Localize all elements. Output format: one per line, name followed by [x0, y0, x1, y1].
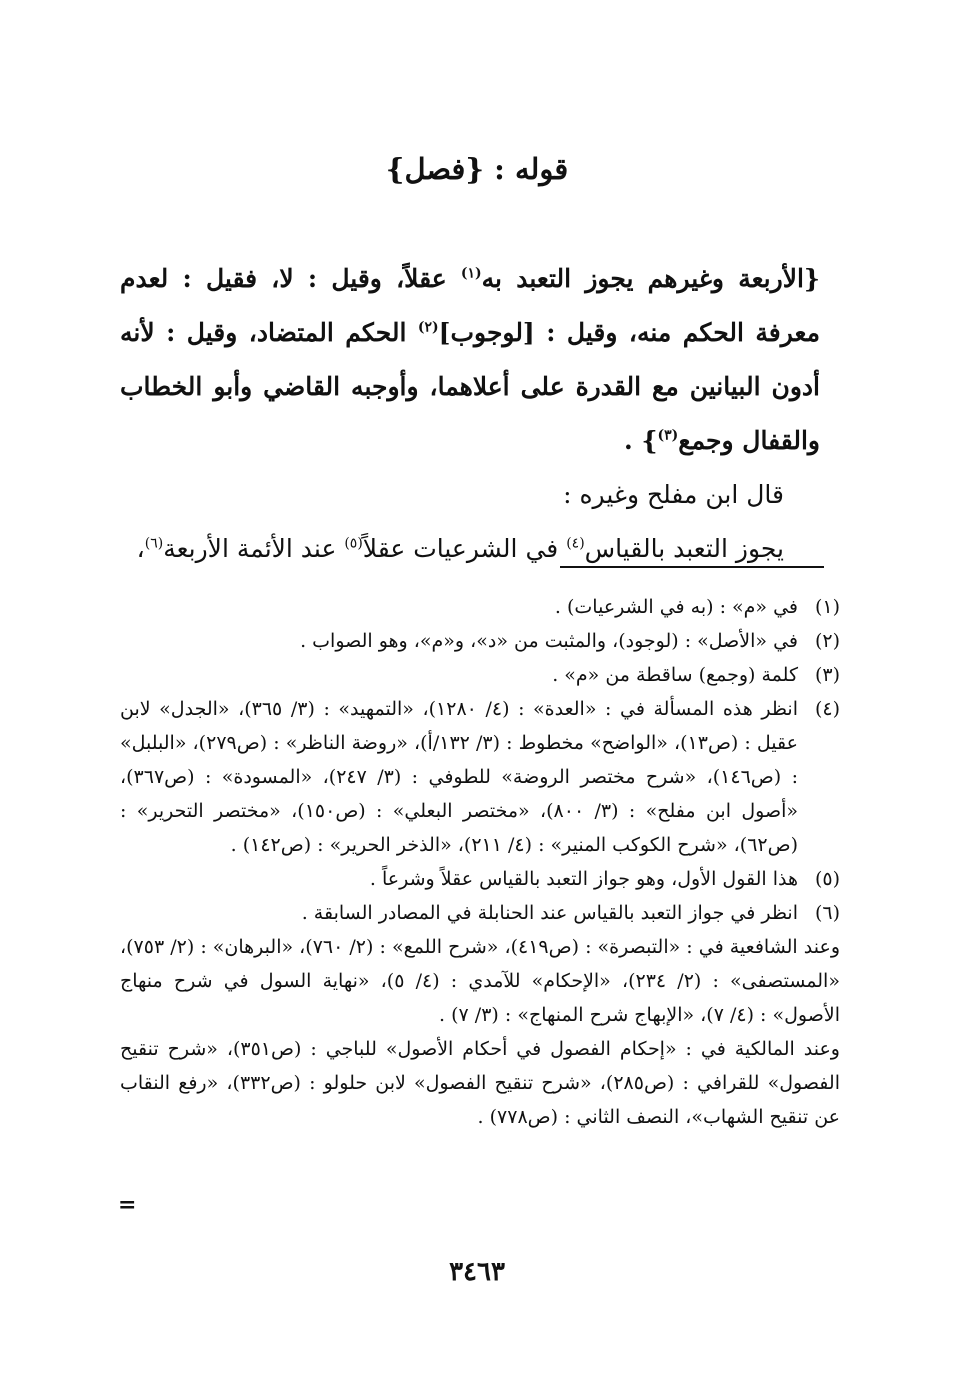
matn-text: } .: [624, 426, 658, 455]
main-text: [120, 252, 820, 576]
footnote: [120, 624, 840, 658]
matn-text: عقلاً، وقيل : لا، فقيل : لعدم معرفة الحكم منه، وقيل : [لوجوب]: [120, 264, 820, 347]
footnote-ref: (١): [460, 265, 482, 282]
commentary-text: في الشرعيات عقلاً: [362, 534, 567, 563]
footnote-text: انظر في جواز التعبد بالقياس عند الحنابلة في المصادر السابقة .: [301, 902, 798, 924]
footnote-text: وعند المالكية في : «إحكام الفصول في أحكام الأصول» للباجي : (ص٣٥١)، «شرح تنقيح الفصول» للقرافي : (ص٢٨٥)، «شرح تنقيح الفصول» لابن حلولو : (ص٣٣٢)، «رفع النقاب عن تنقيح الشهاب»، النصف الثاني : (ص٧٧٨) .: [120, 1038, 840, 1128]
footnote-ref: (٤): [566, 535, 585, 552]
footnote-number: (٤): [814, 698, 840, 720]
footnote-number: (٦): [814, 902, 840, 924]
footnote-ref: (٢): [417, 319, 439, 336]
page-number: ٣٤٦٣: [449, 1257, 505, 1287]
commentary-text: يجوز التعبد بالقياس: [584, 534, 784, 563]
footnote-number: (٣): [814, 664, 840, 686]
footnote-text: وعند الشافعية في : «التبصرة» : (ص٤١٩)، «شرح اللمع» : (٢/ ٧٦٠)، «البرهان» : (٢/ ٧٥٣)، «المستصفى» : (٢/ ٢٣٤)، «الإحكام» للآمدي : (٤/ ٥)، «نهاية السول في شرح منهاج الأصول» : (٤/ ٧)، «الإبهاج شرح المنهاج» : (٣/ ٧) .: [120, 936, 840, 1026]
footnote: [120, 692, 840, 862]
footnote-ref: (٣): [657, 427, 679, 444]
footnote-text: انظر هذه المسألة في : «العدة» : (٤/ ١٢٨٠)، «التمهيد» : (٣/ ٣٦٥)، «الجدل» لابن عقيل : (ص١٣)، «الواضح» مخطوط : (٣/ ١٣٢/أ)، «روضة الناظر» : (ص٢٧٩)، «البلبل» : (ص١٤٦)، «شرح مختصر الروضة» للطوفي : (٣/ ٢٤٧)، «المسودة» : (ص٣٦٧)، «أصول ابن مفلح» : (٣/ ٨٠٠)، «مختصر البعلي» : (ص١٥٠)، «مختصر التحرير» : (ص٦٢)، «شرح الكوكب المنير» : (٤/ ٢١١)، «الذخر الحرير» : (ص١٤٢) .: [120, 698, 798, 856]
footnote-separator: [560, 566, 824, 568]
footnote-text: كلمة (وجمع) ساقطة من «م» .: [552, 664, 798, 686]
footnote: [120, 862, 840, 896]
footnote: [120, 896, 840, 1134]
section-heading: قوله : {فصل}: [385, 152, 569, 186]
footnote-number: (٥): [814, 868, 840, 890]
footnotes: [120, 590, 840, 1134]
footnote-number: (٢): [814, 630, 840, 652]
commentary-text: عند الأئمة الأربعة: [163, 534, 345, 563]
matn-text: الحكم المتضاد، وقيل : لأنه أدون البيانين مع القدرة على أعلاهما، وأوجبه القاضي وأبو الخطاب والقفال وجمع: [120, 318, 820, 455]
footnote-ref: (٥): [344, 535, 363, 552]
continuation-mark: =: [118, 1192, 137, 1218]
footnote-text: في «م» : (به في الشرعيات) .: [554, 596, 798, 618]
footnote: [120, 590, 840, 624]
footnote-text: في «الأصل» : (لوجود)، والمثبت من «د»، و«م»، وهو الصواب .: [300, 630, 798, 652]
matn-text: {الأربعة وغيرهم يجوز التعبد به: [481, 264, 820, 293]
footnote: [120, 658, 840, 692]
quoted-matn-paragraph: [120, 252, 820, 468]
footnote-ref: (٦): [144, 535, 164, 552]
footnote-text: هذا القول الأول، وهو جواز التعبد بالقياس عقلاً وشرعاً .: [369, 868, 798, 890]
footnote-number: (١): [814, 596, 840, 618]
commentary-text: ،: [136, 534, 145, 563]
commentary-line: قال ابن مفلح وغيره :: [563, 480, 784, 509]
